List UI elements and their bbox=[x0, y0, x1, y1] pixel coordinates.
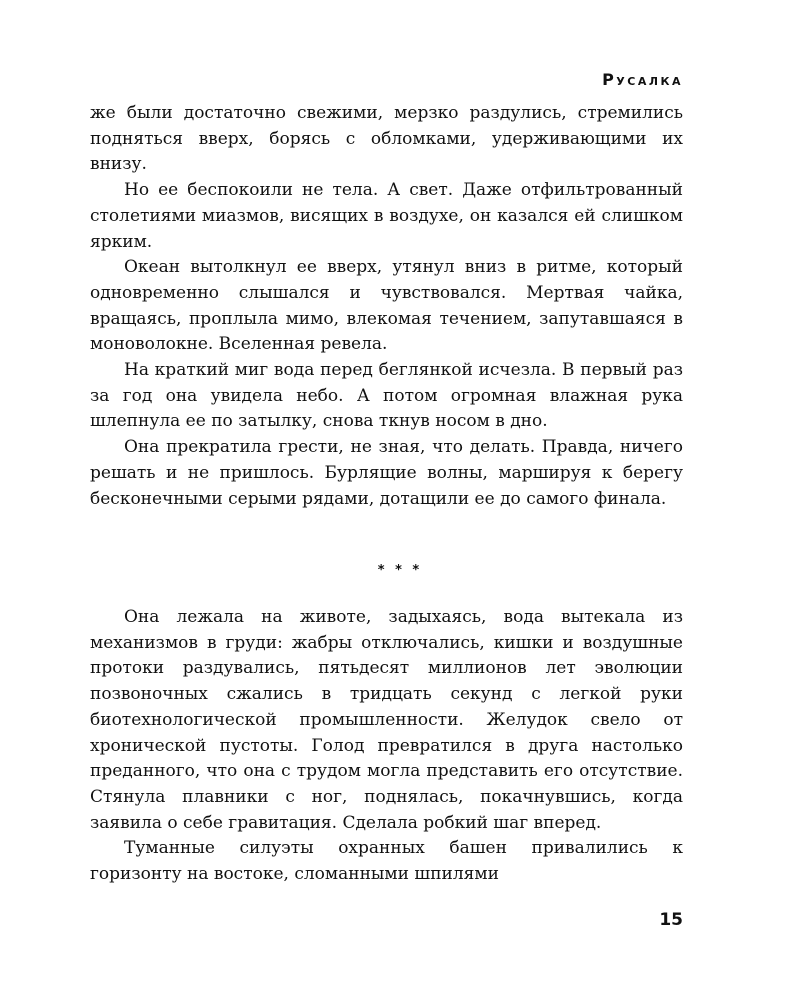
paragraph: Туманные силуэты охранных башен привалились к горизонту на востоке, сломанными шпилями bbox=[90, 838, 683, 885]
page-number: 15 bbox=[659, 910, 683, 930]
paragraph: На краткий миг вода перед беглянкой исчезла. В первый раз за год она увидела небо. А потом огромная влажная рука шлепнула ее по затылку, снова ткнув носом в дно. bbox=[90, 360, 683, 432]
text-section-2 bbox=[90, 605, 683, 888]
running-head: Русалка bbox=[602, 70, 683, 89]
paragraph: Но ее беспокоили не тела. А свет. Даже отфильтрованный столетиями миазмов, висящих в воздухе, он казался ей слишком ярким. bbox=[90, 180, 683, 252]
section-separator: * * * bbox=[377, 563, 423, 578]
paragraph-continued: же были достаточно свежими, мерзко раздулись, стремились подняться вверх, борясь с обломками, удерживающими их внизу. bbox=[90, 103, 683, 175]
paragraph: Океан вытолкнул ее вверх, утянул вниз в ритме, который одновременно слышался и чувствовался. Мертвая чайка, вращаясь, проплыла мимо, влекомая течением, запутавшаяся в моноволокне. Вселенная ревела. bbox=[90, 257, 683, 355]
text-section-1 bbox=[90, 101, 683, 512]
paragraph: Она прекратила грести, не зная, что делать. Правда, ничего решать и не пришлось. Бурлящие волны, маршируя к берегу бесконечными серыми рядами, дотащили ее до самого финала. bbox=[90, 437, 683, 509]
paragraph: Она лежала на животе, задыхаясь, вода вытекала из механизмов в груди: жабры отключались, кишки и воздушные протоки раздувались, пятьдесят миллионов лет эволюции позвоночных сжались в тридцать секунд с легкой руки биотехнологической промышленности. Желудок свело от хронической пустоты. Голод превратился в друга настолько преданного, что она с трудом могла представить его отсутствие. Стянула плавники с ног, поднялась, покачнувшись, когда заявила о себе гравитация. Сделала робкий шаг вперед. bbox=[90, 607, 683, 833]
